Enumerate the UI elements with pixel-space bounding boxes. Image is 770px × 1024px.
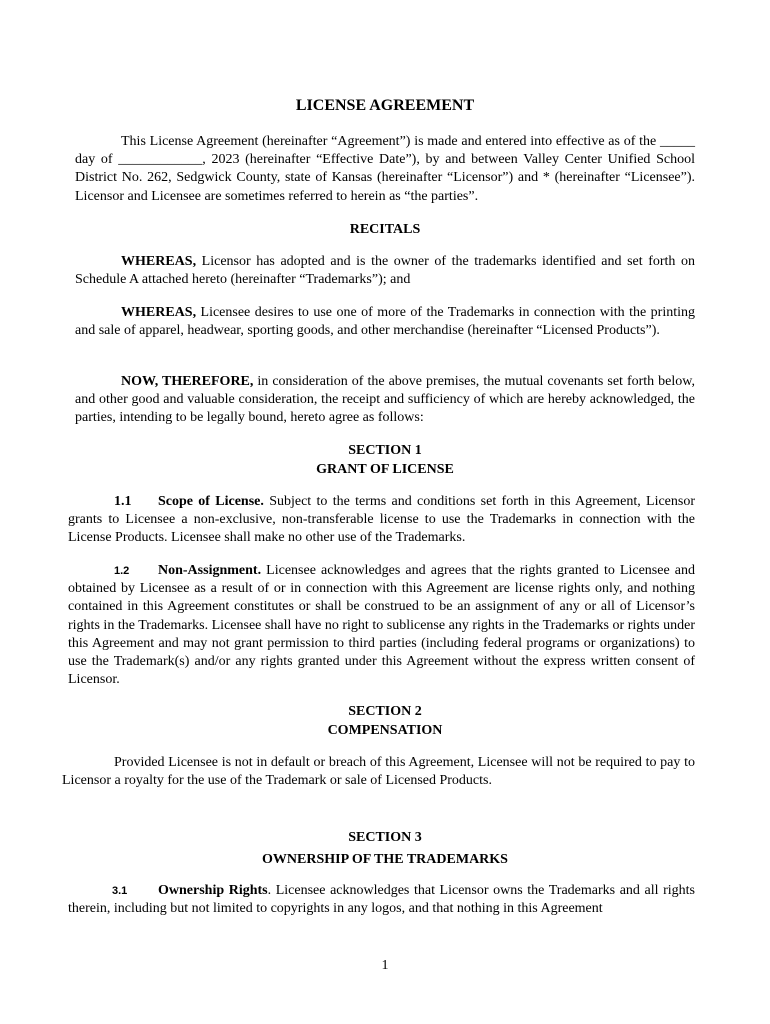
clause-3-1-number: 3.1 bbox=[112, 885, 128, 897]
now-therefore-lead: NOW, THEREFORE, bbox=[121, 374, 254, 389]
now-therefore-text: in consideration of the above premises, the mutual covenants set forth below, and other good and valuable consideration, the receipt and sufficiency of which are hereby acknowledged, the parties, intending to be legally bound, hereto agree as follows: bbox=[75, 374, 695, 426]
now-therefore-paragraph bbox=[75, 373, 695, 428]
intro-paragraph bbox=[75, 133, 695, 206]
section-1-heading bbox=[0, 441, 770, 479]
intro-text: This License Agreement (hereinafter “Agreement”) is made and entered into effective as of the _____ day of ____________, 2023 (hereinafter “Effective Date”), by and between Valley Center Unified School District No. 262, Sedgwick County, state of Kansas (hereinafter “Licensor”) and * (hereinafter “Licensee”). Licensor and Licensee are sometimes referred to herein as “the parties”. bbox=[75, 134, 695, 204]
clause-1-1-title: Scope of License. bbox=[158, 494, 264, 509]
clause-3-1-title: Ownership Rights bbox=[158, 883, 268, 898]
whereas-2-lead: WHEREAS, bbox=[121, 305, 197, 320]
clause-1-1-number: 1.1 bbox=[114, 494, 132, 509]
section-1-title: GRANT OF LICENSE bbox=[316, 462, 454, 477]
section-2-paragraph bbox=[62, 754, 695, 790]
clause-1-1-text: Subject to the terms and conditions set forth in this Agreement, Licensor grants to Licensee a non-exclusive, non-transferable license to use the Trademarks in connection with the License Products. Licensee shall make no other use of the Trademarks. bbox=[68, 494, 696, 546]
whereas-paragraph-1 bbox=[75, 253, 695, 289]
section-1-number: SECTION 1 bbox=[348, 443, 422, 458]
clause-1-1 bbox=[68, 493, 695, 548]
section-2-title: COMPENSATION bbox=[327, 723, 443, 738]
whereas-1-lead: WHEREAS, bbox=[121, 254, 197, 269]
whereas-2-text: Licensee desires to use one of more of the Trademarks in connection with the printing and sale of apparel, headwear, sporting goods, and other merchandise (hereinafter “Licensed Products”). bbox=[75, 305, 695, 339]
clause-1-2-title: Non-Assignment. bbox=[158, 563, 262, 578]
clause-1-2-number: 1.2 bbox=[114, 565, 130, 577]
clause-3-1 bbox=[68, 882, 695, 918]
whereas-1-text: Licensor has adopted and is the owner of the trademarks identified and set forth on Schedule A attached hereto (hereinafter “Trademarks”); and bbox=[75, 254, 695, 288]
whereas-paragraph-2 bbox=[75, 304, 695, 340]
recitals-heading: RECITALS bbox=[349, 222, 421, 237]
section-3-title: OWNERSHIP OF THE TRADEMARKS bbox=[262, 852, 508, 867]
section-2-heading bbox=[0, 702, 770, 740]
clause-1-2-text: Licensee acknowledges and agrees that the rights granted to Licensee and obtained by Licensee as a result of or in connection with this Agreement are license rights only, and nothing contained in this Agreement constitutes or shall be construed to be an assignment of any or all of Licensor’s rights in the Trademarks. Licensee shall have no right to sublicense any rights in the Trademarks or rights under this Agreement and may not grant permission to third parties (including federal programs or organizations) to use the Trademark(s) and/or any rights granted under this Agreement without the express written consent of Licensor. bbox=[68, 563, 695, 688]
clause-1-2 bbox=[68, 562, 695, 689]
clause-3-1-text: . Licensee acknowledges that Licensor owns the Trademarks and all rights therein, including but not limited to copyrights in any logos, and that nothing in this Agreement bbox=[68, 883, 695, 917]
page-number: 1 bbox=[381, 958, 389, 973]
section-3-heading bbox=[0, 827, 770, 871]
section-3-number: SECTION 3 bbox=[348, 830, 422, 845]
document-title: LICENSE AGREEMENT bbox=[295, 97, 475, 114]
section-2-text: Provided Licensee is not in default or breach of this Agreement, Licensee will not be required to pay to Licensor a royalty for the use of the Trademark or sale of Licensed Products. bbox=[62, 755, 695, 789]
section-2-number: SECTION 2 bbox=[348, 704, 422, 719]
